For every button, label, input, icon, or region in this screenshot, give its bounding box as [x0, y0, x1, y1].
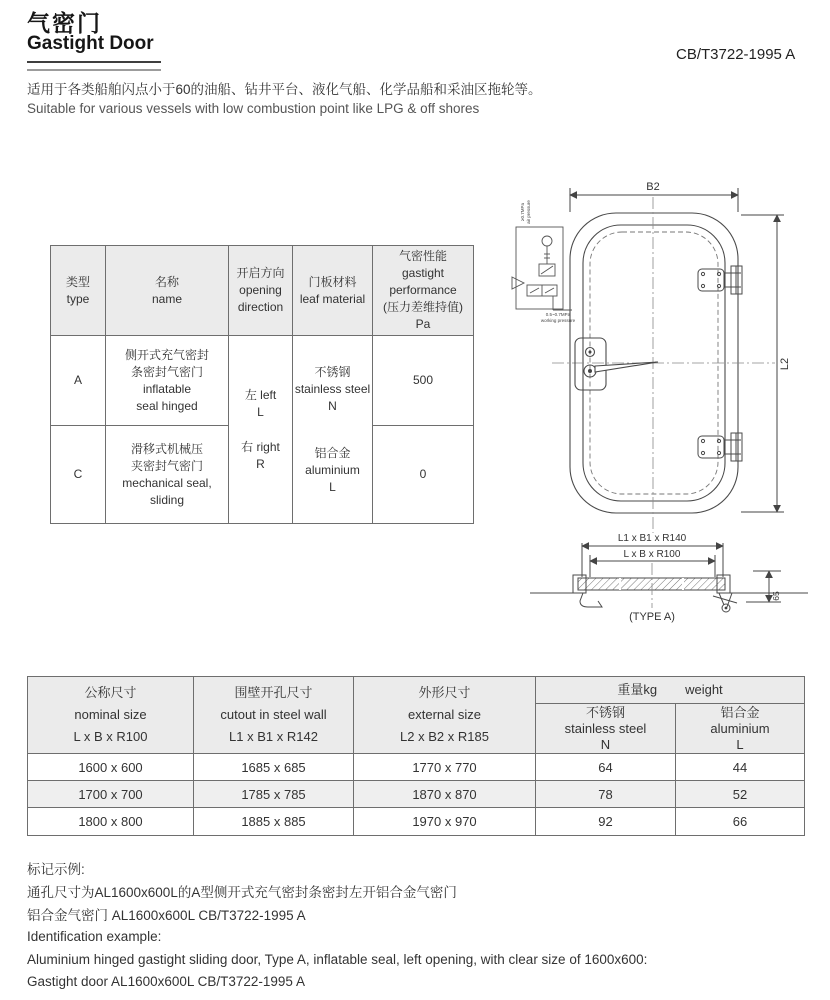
type-a-label: (TYPE A) — [629, 611, 675, 623]
material-alu-en: aluminium — [305, 462, 360, 477]
spec-type-a: A — [51, 336, 106, 426]
spec-header-type-zh: 类型 — [65, 274, 90, 289]
weight-ss-code: N — [600, 736, 611, 752]
spec-header-performance-unit: Pa — [415, 317, 431, 331]
dim-lb-label: L x B x R100 — [623, 549, 681, 560]
size-3-external: 1970 x 970 — [354, 808, 536, 836]
spec-header-type-en: type — [66, 291, 90, 306]
spec-header-performance-zh2: (压力差维持值) — [383, 300, 463, 314]
spec-header-direction-zh: 开启方向 — [236, 266, 285, 280]
standard-code: CB/T3722-1995 A — [676, 46, 796, 63]
weight-al-code: L — [736, 736, 744, 752]
size-header-weight — [536, 677, 805, 704]
size-header-external-formula: L2 x B2 x R185 — [400, 729, 489, 744]
size-table — [27, 676, 805, 836]
material-alu-code: L — [329, 479, 336, 494]
size-1-nominal: 1600 x 600 — [28, 754, 194, 781]
spec-name-a-line4: seal hinged — [136, 398, 198, 413]
pneumatic-schematic — [512, 200, 576, 323]
size-1-weight-al: 44 — [676, 754, 805, 781]
spec-name-a-line2: 条密封气密门 — [130, 364, 203, 379]
size-3-cutout: 1885 x 885 — [194, 808, 354, 836]
door-handle — [575, 338, 658, 390]
weight-ss-en: stainless steel — [564, 720, 647, 736]
example-line-en1: Aluminium hinged gastight sliding door, Type A, inflatable seal, left opening, with clear size of 1600x600: — [27, 952, 648, 967]
size-row-2 — [28, 781, 805, 808]
spec-header-name-en: name — [151, 291, 183, 306]
dim-sill-height — [746, 571, 781, 602]
dim-l1b1-label: L1 x B1 x R140 — [617, 533, 687, 544]
section-view — [530, 533, 808, 623]
weight-al-zh: 铝合金 — [720, 704, 760, 720]
size-2-external: 1870 x 870 — [354, 781, 536, 808]
example-label-zh: 标记示例: — [27, 862, 85, 877]
spec-name-c-line2: 夹密封气密门 — [130, 458, 203, 473]
size-header-weight-en: weight — [685, 682, 723, 697]
dim-b2 — [570, 181, 738, 212]
material-steel-code: N — [328, 398, 337, 413]
centerlines — [552, 197, 775, 533]
air-note-bot2: working pressure — [540, 318, 576, 323]
size-header-external — [354, 677, 536, 754]
size-3-nominal: 1800 x 800 — [28, 808, 194, 836]
size-header-weight-zh: 重量kg — [617, 682, 658, 697]
example-line-en2: Gastight door AL1600x600L CB/T3722-1995 A — [27, 974, 305, 989]
size-row-3 — [28, 808, 805, 836]
size-header-weight-al — [676, 704, 805, 754]
size-2-weight-ss: 78 — [536, 781, 676, 808]
example-line-zh1: 通孔尺寸为AL1600x600L的A型侧开式充气密封条密封左开铝合金气密门 — [27, 885, 457, 900]
size-header-external-en: external size — [408, 707, 481, 722]
size-2-weight-al: 52 — [676, 781, 805, 808]
spec-name-c-line4: sliding — [149, 492, 185, 507]
spec-header-performance-en2: performance — [389, 283, 457, 297]
size-2-nominal: 1700 x 700 — [28, 781, 194, 808]
weight-al-en: aluminium — [710, 720, 770, 736]
material-steel-en: stainless steel — [294, 381, 371, 396]
air-note-top2: air pressure — [526, 200, 531, 224]
size-header-cutout-formula: L1 x B1 x R142 — [229, 729, 318, 744]
spec-performance-a: 500 — [373, 336, 474, 426]
spec-name-c-line3: mechanical seal, — [122, 475, 212, 490]
example-label-en: Identification example: — [27, 929, 162, 944]
material-alu-zh: 铝合金 — [314, 445, 351, 460]
section-hinge-detail — [713, 593, 737, 612]
size-header-cutout-zh: 围壁开孔尺寸 — [234, 685, 313, 700]
size-3-weight-ss: 92 — [536, 808, 676, 836]
page-title-en: Gastight Door — [27, 33, 154, 54]
air-note-bot1: 0.5~0.7MPa — [545, 312, 571, 317]
description-zh: 适用于各类船舶闪点小于60的油船、钻井平台、液化气船、化学品船和采油区拖轮等。 — [27, 82, 542, 97]
size-1-weight-ss: 64 — [536, 754, 676, 781]
dim-sill-height-label: 65 — [771, 591, 781, 601]
size-3-weight-al: 66 — [676, 808, 805, 836]
size-1-external: 1770 x 770 — [354, 754, 536, 781]
hinge-top — [698, 266, 742, 294]
size-header-nominal — [28, 677, 194, 754]
spec-type-c: C — [51, 426, 106, 524]
spec-header-material-zh: 门板材料 — [308, 274, 357, 289]
size-header-nominal-zh: 公称尺寸 — [84, 685, 137, 700]
direction-right-code: R — [256, 456, 265, 471]
spec-performance-c: 0 — [373, 426, 474, 524]
hinge-bottom — [698, 433, 742, 461]
material-steel-zh: 不锈钢 — [314, 364, 351, 379]
spec-header-name-zh: 名称 — [154, 274, 179, 289]
size-1-cutout: 1685 x 685 — [194, 754, 354, 781]
spec-header-performance-zh: 气密性能 — [398, 249, 447, 263]
dim-b2-label: B2 — [646, 181, 660, 193]
spec-header-material-en: leaf material — [299, 291, 366, 306]
direction-left-code: L — [257, 404, 264, 419]
spec-name-c-line1: 滑移式机械压 — [130, 441, 203, 456]
direction-right-label: 右 right — [241, 439, 280, 454]
spec-header-direction-en: opening direction — [237, 283, 284, 314]
size-header-nominal-en: nominal size — [74, 707, 147, 722]
weight-ss-zh: 不锈钢 — [585, 704, 625, 720]
spec-name-a-line3: inflatable — [142, 381, 192, 396]
example-line-zh2: 铝合金气密门 AL1600x600L CB/T3722-1995 A — [27, 908, 306, 923]
size-header-external-zh: 外形尺寸 — [418, 685, 471, 700]
spec-name-a-line1: 侧开式充气密封 — [124, 347, 209, 362]
air-note-top1: ≥0.7MPa — [520, 203, 525, 221]
size-header-nominal-formula: L x B x R100 — [73, 729, 148, 744]
size-header-weight-ss — [536, 704, 676, 754]
dim-l2 — [741, 215, 791, 512]
spec-header-performance-en1: gastight — [401, 266, 445, 280]
direction-left-label: 左 left — [244, 387, 277, 402]
page-title-zh: 气密门 — [27, 10, 102, 36]
size-row-1 — [28, 754, 805, 781]
size-2-cutout: 1785 x 785 — [194, 781, 354, 808]
size-header-cutout-en: cutout in steel wall — [220, 707, 327, 722]
dim-l2-label: L2 — [779, 357, 791, 371]
description-en: Suitable for various vessels with low combustion point like LPG & off shores — [27, 101, 480, 116]
size-header-cutout — [194, 677, 354, 754]
sill-clip-detail — [580, 593, 602, 607]
